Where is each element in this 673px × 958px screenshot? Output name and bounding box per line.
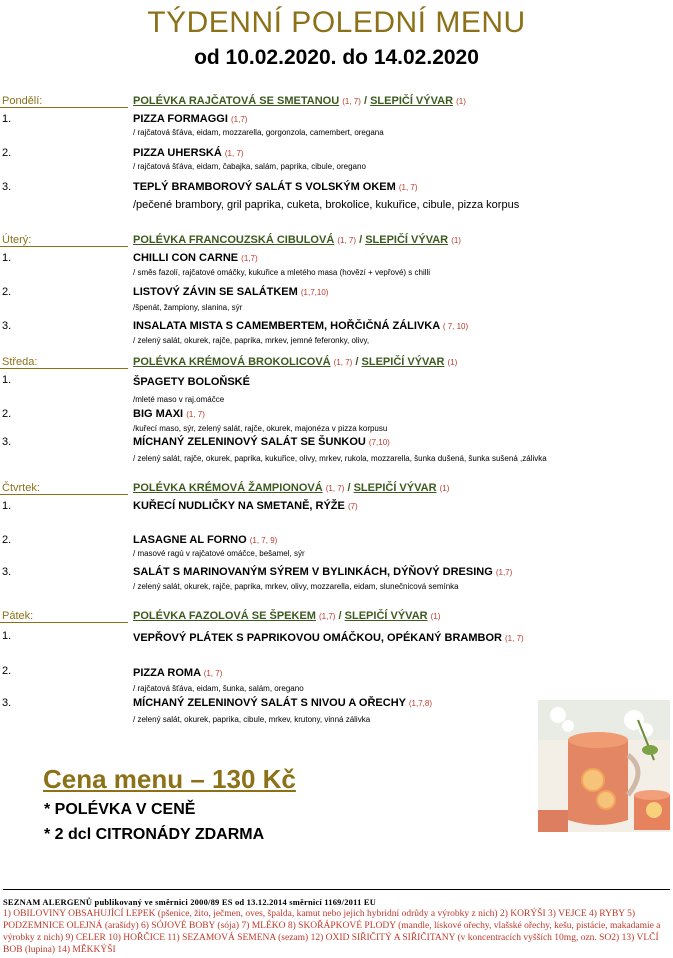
- item-number: 1.: [2, 630, 12, 642]
- soup-separator: /: [355, 356, 359, 368]
- dish-allergens: (1, 7): [398, 183, 418, 192]
- dish-allergens: (1,7,10): [300, 288, 329, 297]
- item-number: 2.: [2, 408, 12, 420]
- soup-alt: SLEPIČÍ VÝVAR: [361, 356, 445, 368]
- dish-title: SALÁT S MARINOVANÝM SÝREM V BYLINKÁCH, DÝŇOVÝ DRESING: [133, 566, 493, 578]
- soup-alt-allergens: (1): [439, 484, 450, 493]
- soup-main: POLÉVKA KRÉMOVÁ BROKOLICOVÁ: [133, 356, 331, 368]
- dish-allergens: (1,7): [495, 568, 513, 577]
- day-name: Pátek:: [2, 610, 34, 622]
- dish-title: LASAGNE AL FORNO: [133, 534, 247, 546]
- item-number: 3.: [2, 436, 12, 448]
- allergens-list: 1) OBILOVINY OBSAHUJÍCÍ LEPEK (pšenice, žito, ječmen, oves, špalda, kamut nebo jejich hybridní odrůdy a výrobky z nich) 2) KORÝŠI 3) VEJCE 4) RYBY 5) PODZEMNICE OLEJNÁ (arašídy) 6) SÓJOVÉ BOBY (sója) 7) MLÉKO 8) SKOŘÁPKOVÉ PLODY (mandle, lískové ořechy, vlašské ořechy, kešu, pistácie, makadamie a výrobky z nich) 9) CELER 10) HOŘČICE 11) SEZAMOVÁ SEMENA (sezam) 12) OXID SIŘIČITÝ A SIŘIČITANY (v koncentracích vyšších 10mg, ozn. SO2) 13) VLČÍ BOB (lupina) 14) MĚKKÝŠI: [3, 909, 661, 955]
- dish-description: / zelený salát, rajče, okurek, paprika, kukuřice, olivy, mrkev, rukola, mozzarella, šunka dušená, šunka sušená ,zálivka: [133, 454, 547, 463]
- dish-allergens: (7,10): [368, 438, 390, 447]
- item-number: 1.: [2, 252, 12, 264]
- lemonade-illustration: [538, 700, 670, 832]
- dish-allergens: (1,7): [230, 115, 248, 124]
- dish-title: MÍCHANÝ ZELENINOVÝ SALÁT S NIVOU A OŘECHY: [133, 697, 406, 709]
- dish-title: BIG MAXI: [133, 408, 184, 420]
- dish-description: / směs fazolí, rajčatové omáčky, kukuřice a mletého masa (hovězí + vepřové) s chilli: [133, 268, 431, 277]
- dish-title: KUŘECÍ NUDLIČKY NA SMETANĚ, RÝŽE: [133, 500, 345, 512]
- day-name: Pondělí:: [2, 95, 43, 107]
- day-underline: [0, 107, 128, 108]
- soup-main-allergens: (1,7): [319, 612, 336, 621]
- soup-line: [133, 610, 440, 622]
- soup-alt: SLEPIČÍ VÝVAR: [344, 610, 428, 622]
- soup-line: [133, 356, 457, 368]
- item-number: 3.: [2, 566, 12, 578]
- soup-line: [133, 95, 466, 107]
- dish-description: /mleté maso v raj.omáčce: [133, 395, 225, 404]
- day-underline: [0, 494, 128, 495]
- soup-alt-allergens: (1): [456, 97, 466, 106]
- item-number: 2.: [2, 147, 12, 159]
- item-number: 1.: [2, 113, 12, 125]
- dish-name: [133, 632, 524, 644]
- soup-alt-allergens: (1): [447, 358, 458, 367]
- dish-description: /špenát, žampiony, slanina, sýr: [133, 303, 243, 312]
- soup-alt-allergens: (1): [451, 236, 461, 245]
- soup-main: POLÉVKA RAJČATOVÁ SE SMETANOU: [133, 95, 340, 107]
- dish-allergens: (1, 7): [203, 669, 223, 678]
- dish-name: [133, 697, 432, 709]
- day-underline: [0, 368, 128, 369]
- dish-name: [133, 252, 258, 264]
- dish-title: TEPLÝ BRAMBOROVÝ SALÁT S VOLSKÝM OKEM: [133, 181, 396, 193]
- dish-name: [133, 181, 418, 193]
- soup-alt: SLEPIČÍ VÝVAR: [353, 482, 437, 494]
- perk-soup: * POLÉVKA V CENĚ: [44, 801, 196, 818]
- soup-alt-allergens: (1): [430, 612, 441, 621]
- dish-description: / masové ragú v rajčatové omáčce, bešamel, sýr: [133, 549, 305, 558]
- dish-title: PIZZA UHERSKÁ: [133, 147, 222, 159]
- dish-title: MÍCHANÝ ZELENINOVÝ SALÁT SE ŠUNKOU: [133, 436, 366, 448]
- dish-name: [133, 566, 512, 578]
- day-name: Čtvrtek:: [2, 482, 40, 494]
- dish-description: /pečené brambory, gril paprika, cuketa, brokolice, kukuřice, cibule, pizza korpus: [133, 199, 520, 211]
- dish-allergens: (1,7,8): [408, 699, 432, 708]
- soup-separator: /: [347, 482, 351, 494]
- dish-allergens: ( 7, 10): [442, 322, 469, 331]
- dish-description: / rajčatová šťáva, eidam, čabajka, salám, paprika, cibule, oregano: [133, 162, 366, 171]
- soup-alt: SLEPIČÍ VÝVAR: [370, 95, 454, 107]
- menu-date-range: od 10.02.2020. do 14.02.2020: [194, 46, 479, 69]
- item-number: 2.: [2, 286, 12, 298]
- dish-description: / zelený salát, okurek, rajče, paprika, mrkev, olivy, mozzarella, eidam, slunečnicová semínka: [133, 582, 459, 591]
- perk-lemonade: * 2 dcl CITRONÁDY ZDARMA: [44, 826, 265, 843]
- item-number: 2.: [2, 665, 12, 677]
- dish-name: [133, 376, 250, 388]
- lemonade-photo: [538, 700, 670, 832]
- dish-name: [133, 436, 390, 448]
- soup-main: POLÉVKA FAZOLOVÁ SE ŠPEKEM: [133, 610, 316, 622]
- day-name: Úterý:: [2, 234, 32, 246]
- soup-line: [133, 482, 449, 494]
- soup-separator: /: [363, 95, 368, 107]
- dish-name: [133, 147, 244, 159]
- dish-allergens: (1, 7): [505, 634, 524, 643]
- soup-main-allergens: (1, 7): [325, 484, 345, 493]
- dish-description: / zelený salát, okurek, rajče, paprika, mrkev, jemné feferonky, olivy,: [133, 336, 370, 345]
- allergens-section: [3, 896, 671, 956]
- soup-main: POLÉVKA FRANCOUZSKÁ CIBULOVÁ: [133, 234, 335, 246]
- dish-title: INSALATA MISTA S CAMEMBERTEM, HOŘČIČNÁ ZÁLIVKA: [133, 320, 440, 332]
- dish-allergens: (7): [347, 502, 358, 511]
- dish-name: [133, 320, 468, 332]
- soup-main-allergens: (1, 7): [337, 236, 356, 245]
- dish-allergens: (1,7): [241, 254, 258, 263]
- dish-allergens: (1, 7, 9): [249, 536, 278, 545]
- soup-main: POLÉVKA KRÉMOVÁ ŽAMPIONOVÁ: [133, 482, 323, 494]
- dish-allergens: (1, 7): [186, 410, 205, 419]
- dish-title: LISTOVÝ ZÁVIN SE SALÁTKEM: [133, 286, 298, 298]
- price-label: Cena menu – 130 Kč: [43, 764, 296, 794]
- dish-name: [133, 500, 358, 512]
- soup-main-allergens: (1, 7): [333, 358, 353, 367]
- dish-description: / rajčatová šťáva, eidam, šunka, salám, oregano: [133, 684, 304, 693]
- day-name: Středa:: [2, 356, 38, 368]
- dish-description: /kuřecí maso, sýr, zelený salát, rajče, okurek, majonéza v pizza korpusu: [133, 424, 388, 433]
- dish-name: [133, 286, 328, 298]
- soup-main-allergens: (1, 7): [342, 97, 361, 106]
- allergens-rule: [3, 889, 670, 890]
- soup-separator: /: [359, 234, 363, 246]
- dish-title: VEPŘOVÝ PLÁTEK S PAPRIKOVOU OMÁČKOU, OPÉKANÝ BRAMBOR: [133, 632, 502, 644]
- allergens-heading: SEZNAM ALERGENŮ publikovaný ve směrnici 2000/89 ES od 13.12.2014 směrnicí 1169/2011 EU: [3, 897, 377, 907]
- item-number: 3.: [2, 320, 12, 332]
- dish-title: PIZZA FORMAGGI: [133, 113, 228, 125]
- day-underline: [0, 622, 128, 623]
- item-number: 3.: [2, 697, 12, 709]
- dish-name: [133, 667, 222, 679]
- dish-name: [133, 113, 247, 125]
- dish-title: ŠPAGETY BOLOŇSKÉ: [133, 376, 250, 388]
- soup-separator: /: [338, 610, 342, 622]
- soup-alt: SLEPIČÍ VÝVAR: [365, 234, 449, 246]
- soup-line: [133, 234, 461, 246]
- day-underline: [0, 246, 128, 247]
- dish-title: PIZZA ROMA: [133, 667, 201, 679]
- item-number: 3.: [2, 181, 12, 193]
- item-number: 2.: [2, 534, 12, 546]
- dish-description: / zelený salát, okurek, paprika, cibule, mrkev, krutony, vinná zálivka: [133, 715, 371, 724]
- dish-allergens: (1, 7): [224, 149, 244, 158]
- menu-title: TÝDENNÍ POLEDNÍ MENU: [147, 6, 526, 39]
- item-number: 1.: [2, 500, 12, 512]
- dish-name: [133, 534, 277, 546]
- dish-name: [133, 408, 205, 420]
- item-number: 1.: [2, 374, 12, 386]
- dish-description: / rajčatová šťáva, eidam, mozzarella, gorgonzola, camembert, oregana: [133, 128, 384, 137]
- dish-title: CHILLI CON CARNE: [133, 252, 239, 264]
